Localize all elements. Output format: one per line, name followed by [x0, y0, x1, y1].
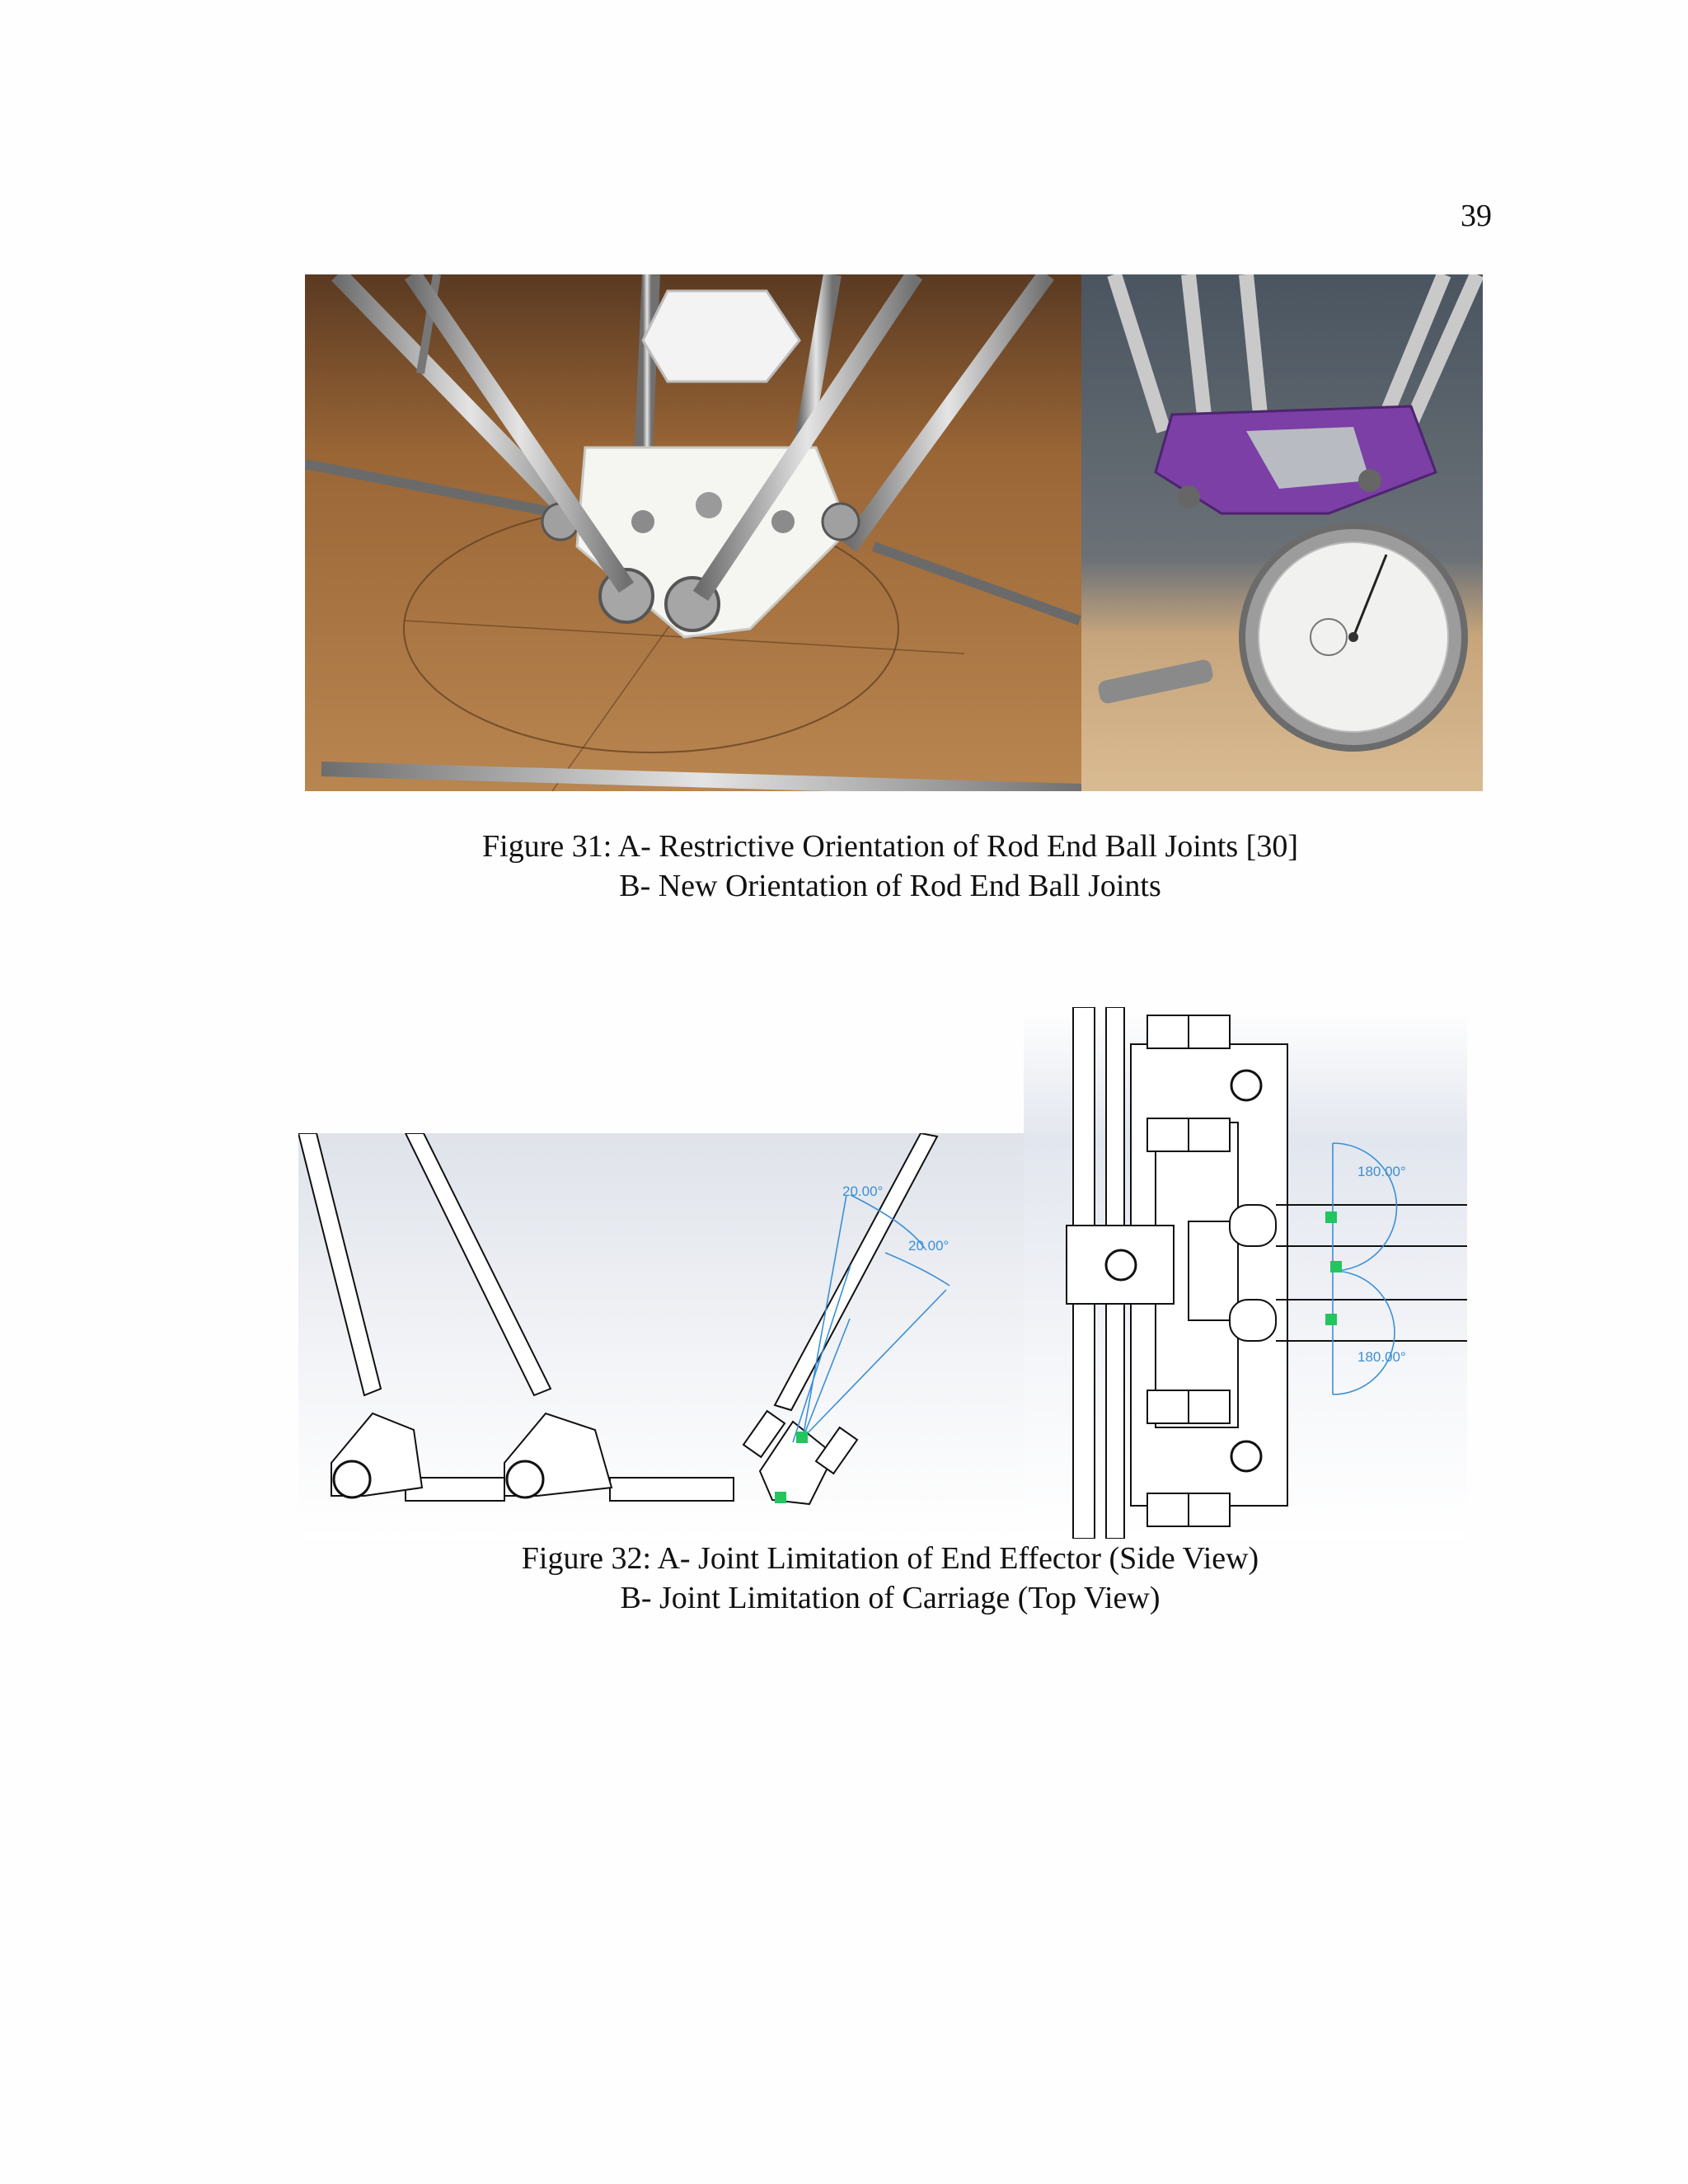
- figure-32-caption-line-1: Figure 32: A- Joint Limitation of End Effector (Side View): [521, 1541, 1259, 1576]
- figure-32a-cad-side-view: [298, 1133, 1024, 1539]
- figure-32-caption-line-2: B- Joint Limitation of Carriage (Top View): [620, 1581, 1160, 1615]
- figure-31a-photo: [305, 274, 1081, 791]
- figure-31-caption-line-2: B- New Orientation of Rod End Ball Joints: [619, 869, 1161, 903]
- figure-31-caption: [297, 827, 1484, 906]
- angle-dimension-label-3: 180.00°: [1357, 1164, 1406, 1179]
- angle-dimension-label-1: 20.00°: [842, 1183, 884, 1199]
- figure-32-caption: [297, 1539, 1484, 1618]
- figure-31b-photo: [1081, 274, 1483, 791]
- angle-dimension-label-2: 20.00°: [908, 1238, 950, 1254]
- figure-31-caption-line-1: Figure 31: A- Restrictive Orientation of Rod End Ball Joints [30]: [482, 829, 1298, 864]
- angle-dimension-label-4: 180.00°: [1357, 1349, 1406, 1365]
- page-number: 39: [1461, 199, 1492, 233]
- figure-32b-cad-top-view: [1024, 1007, 1467, 1539]
